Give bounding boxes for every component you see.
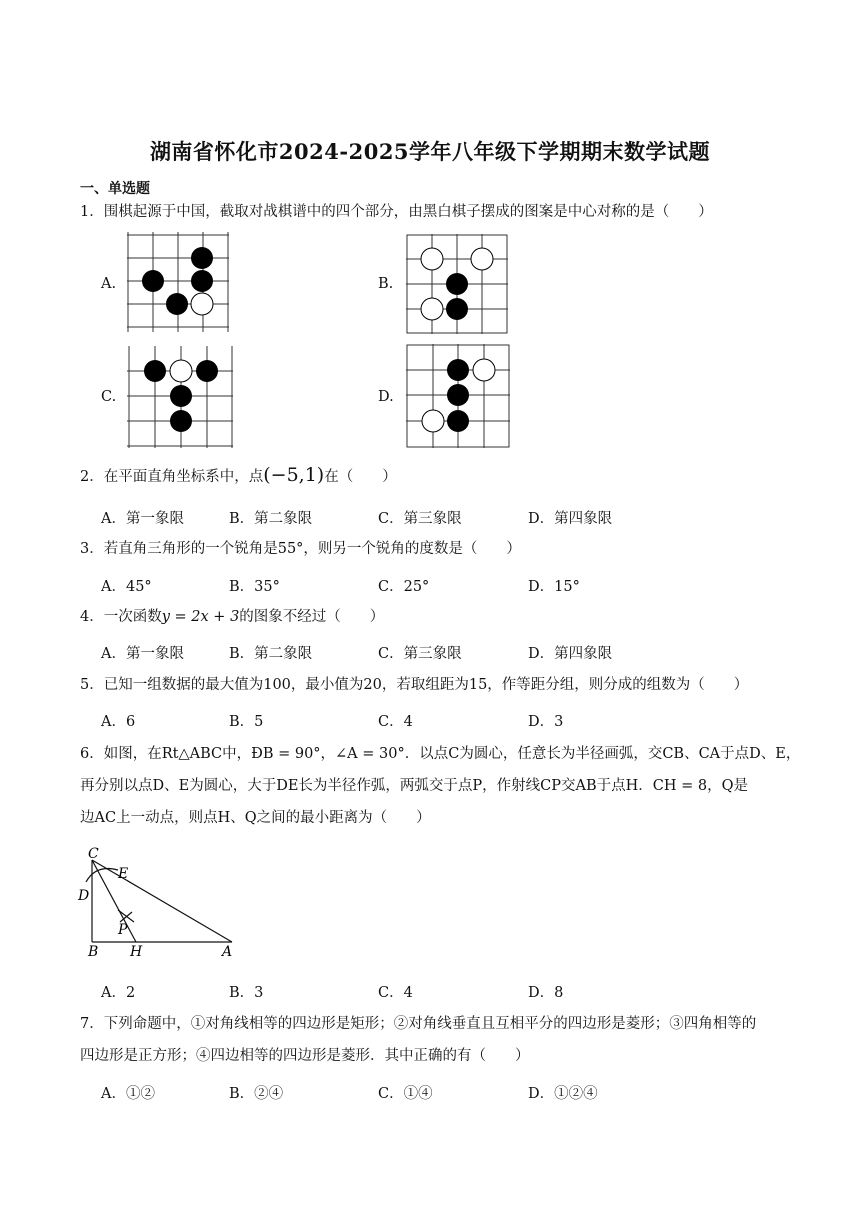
q7-option-c: C．①④ — [378, 1086, 433, 1102]
question-6-line-1: 6．如图，在Rt△ABC中，ÐB = 90°，∠A = 30°．以点C为圆心，任意长为半径画弧，交CB、CA于点D、E， — [80, 746, 801, 762]
q5-option-b: B．5 — [229, 714, 264, 730]
q2-option-c: C．第三象限 — [378, 511, 462, 527]
label-h: H — [130, 944, 143, 960]
question-1-text: 1．围棋起源于中国，截取对战棋谱中的四个部分，由黑白棋子摆成的图案是中心对称的是（ ） — [80, 204, 713, 220]
q4-option-c: C．第三象限 — [378, 646, 462, 662]
label-p: P — [118, 922, 128, 938]
q2-text-pre: 2．在平面直角坐标系中，点 — [80, 469, 264, 485]
q4-option-a: A．第一象限 — [101, 646, 184, 662]
label-d: D — [78, 888, 90, 904]
q4-formula: y = 2x + 3 — [161, 609, 240, 625]
q1-option-d-label: D. — [378, 389, 394, 405]
label-b: B — [88, 944, 99, 960]
q3-option-b: B．35° — [229, 579, 280, 595]
question-7-line-2: 四边形是正方形；④四边相等的四边形是菱形．其中正确的有（ ） — [80, 1048, 530, 1064]
go-board-d — [406, 344, 510, 448]
q1-option-a-label: A. — [101, 276, 117, 292]
q3-option-c: C．25° — [378, 579, 430, 595]
q2-option-a: A．第一象限 — [101, 511, 184, 527]
q6-option-a: A．2 — [101, 985, 136, 1001]
q2-option-d: D．第四象限 — [528, 511, 613, 527]
q6-option-b: B．3 — [229, 985, 264, 1001]
go-board-c — [127, 346, 233, 448]
q1-option-b-label: B. — [378, 276, 394, 292]
triangle-figure — [74, 842, 244, 962]
q1-option-c-label: C. — [101, 389, 117, 405]
q7-option-d: D．①②④ — [528, 1086, 598, 1102]
q2-option-b: B．第二象限 — [229, 511, 313, 527]
q4-option-b: B．第二象限 — [229, 646, 313, 662]
section-heading: 一、单选题 — [80, 181, 150, 197]
page-title: 湖南省怀化市2024-2025学年八年级下学期期末数学试题 — [149, 139, 711, 164]
q3-option-d: D．15° — [528, 579, 580, 595]
go-board-a — [127, 232, 229, 332]
q3-option-a: A．45° — [101, 579, 152, 595]
question-5-text: 5．已知一组数据的最大值为100，最小值为20，若取组距为15，作等距分组，则分成的组数为（ ） — [80, 677, 749, 693]
question-7-line-1: 7．下列命题中，①对角线相等的四边形是矩形；②对角线垂直且互相平分的四边形是菱形；③四角相等的 — [80, 1016, 757, 1032]
q4-text-post: 的图象不经过（ ） — [239, 609, 385, 625]
q5-option-a: A．6 — [101, 714, 136, 730]
question-2-text — [80, 465, 397, 487]
label-a: A — [222, 944, 233, 960]
q2-text-post: 在（ ） — [324, 469, 397, 485]
question-6-line-2: 再分别以点D、E为圆心，大于DE长为半径作弧，两弧交于点P，作射线CP交AB于点H．CH = 8，Q是 — [80, 778, 749, 794]
question-4-text — [80, 607, 384, 627]
go-board-b — [406, 234, 508, 334]
q2-point: (−5,1) — [263, 464, 325, 486]
q6-option-d: D．8 — [528, 985, 564, 1001]
q4-text-pre: 4．一次函数 — [80, 609, 162, 625]
q6-option-c: C．4 — [378, 985, 413, 1001]
label-e: E — [118, 866, 129, 882]
q7-option-a: A．①② — [101, 1086, 155, 1102]
label-c: C — [88, 846, 99, 862]
q5-option-c: C．4 — [378, 714, 413, 730]
question-6-line-3: 边AC上一动点，则点H、Q之间的最小距离为（ ） — [80, 810, 431, 826]
q4-option-d: D．第四象限 — [528, 646, 613, 662]
q7-option-b: B．②④ — [229, 1086, 284, 1102]
q5-option-d: D．3 — [528, 714, 564, 730]
question-3-text: 3．若直角三角形的一个锐角是55°，则另一个锐角的度数是（ ） — [80, 541, 521, 557]
